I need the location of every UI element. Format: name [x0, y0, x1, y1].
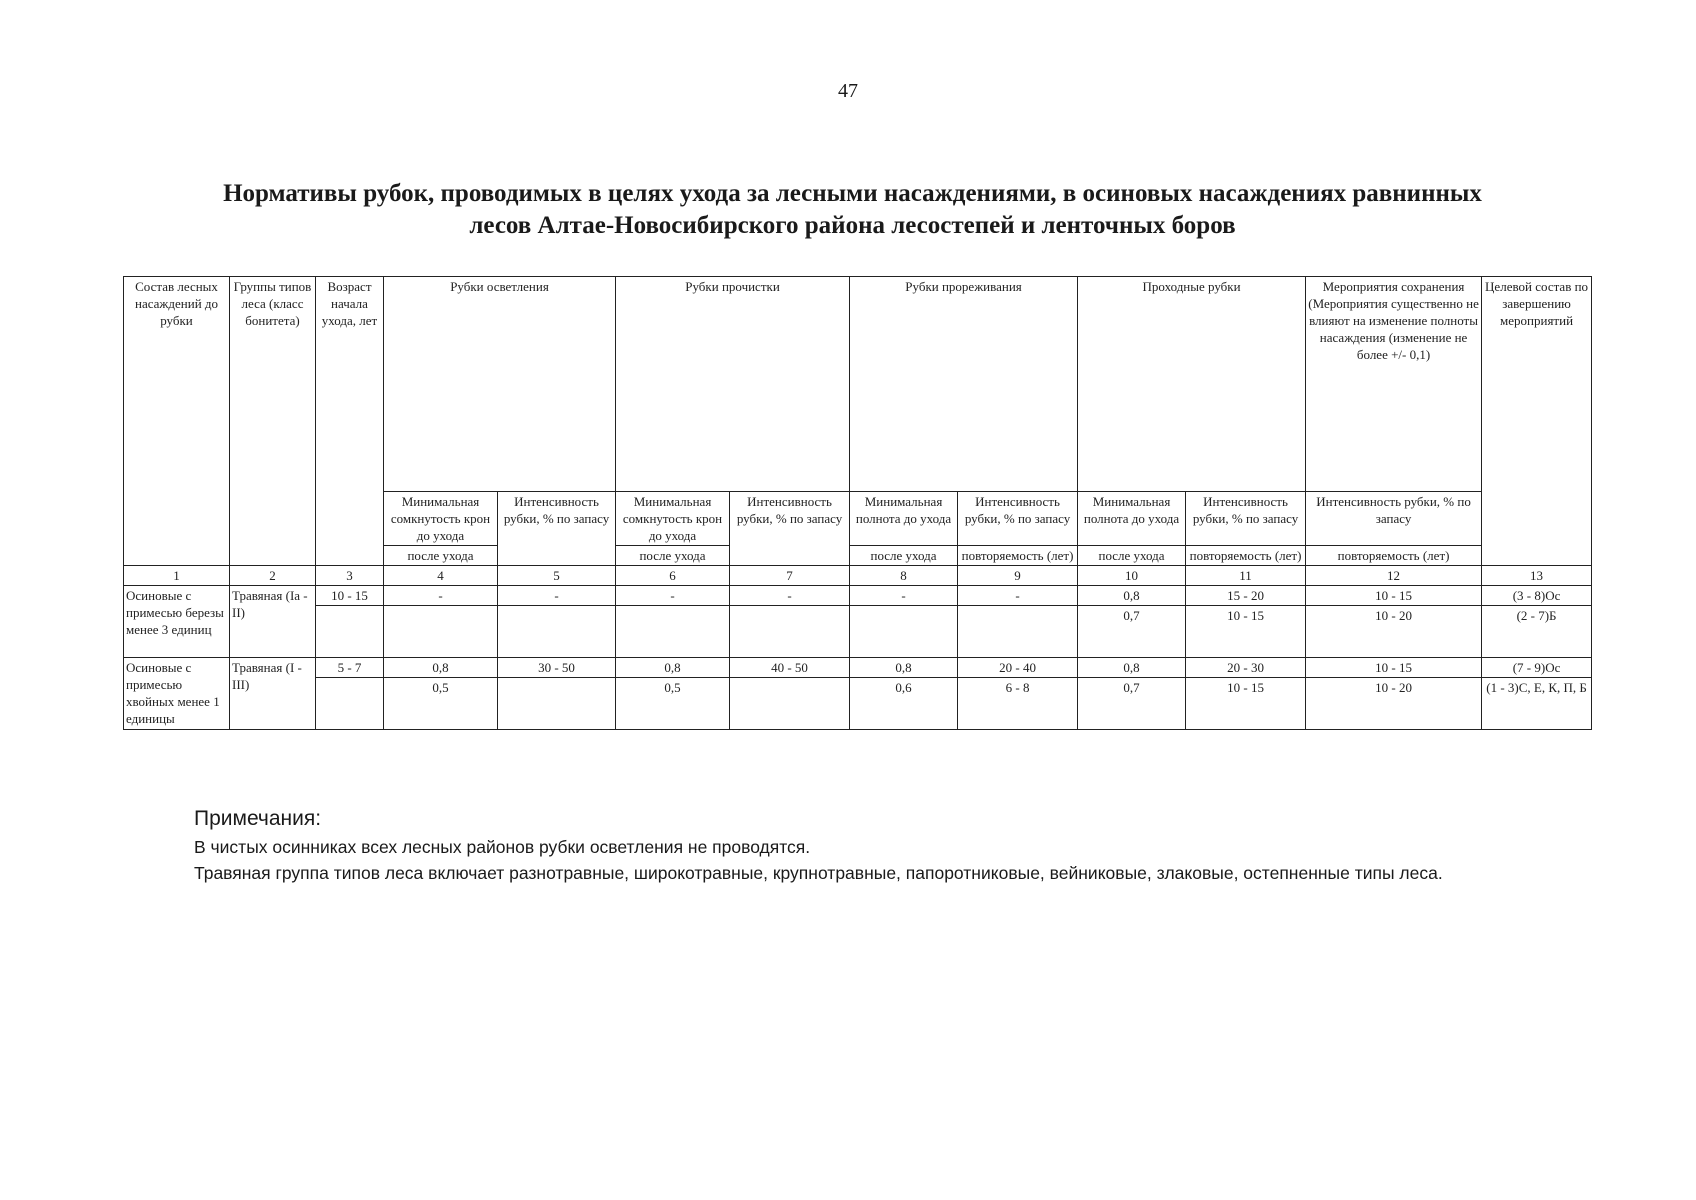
subheader-repeat: повторяемость (лет) — [1306, 546, 1482, 566]
column-number: 9 — [958, 566, 1078, 586]
table-cell — [316, 606, 384, 658]
header-target: Целевой состав по завершению мероприятий — [1482, 277, 1592, 566]
table-cell: 0,8 — [384, 658, 498, 678]
table-cell — [616, 606, 730, 658]
subheader-intensity: Интенсивность рубки, % по запасу — [1186, 492, 1306, 546]
table-cell — [316, 678, 384, 730]
age-cell: 5 - 7 — [316, 658, 384, 678]
subheader-min-closure: Минимальная сомкнутость крон до ухода — [616, 492, 730, 546]
table-cell: - — [850, 586, 958, 606]
table-cell — [384, 606, 498, 658]
forest-group-cell: Травяная (I - III) — [230, 658, 316, 730]
table-row — [124, 586, 1592, 606]
table-cell: 0,8 — [1078, 658, 1186, 678]
table-cell — [730, 678, 850, 730]
age-cell: 10 - 15 — [316, 586, 384, 606]
table-cell: (7 - 9)Ос — [1482, 658, 1592, 678]
table-cell: 15 - 20 — [1186, 586, 1306, 606]
notes-heading: Примечания: — [194, 807, 322, 830]
table-cell: 40 - 50 — [730, 658, 850, 678]
table-cell: 0,5 — [616, 678, 730, 730]
table-cell: - — [384, 586, 498, 606]
table-cell: - — [958, 586, 1078, 606]
table-cell — [958, 606, 1078, 658]
column-number: 12 — [1306, 566, 1482, 586]
column-number: 8 — [850, 566, 958, 586]
composition-cell: Осиновые с примесью березы менее 3 единиц — [124, 586, 230, 658]
table-cell: (2 - 7)Б — [1482, 606, 1592, 658]
subheader-intensity: Интенсивность рубки, % по запасу — [958, 492, 1078, 546]
column-numbers-row — [124, 566, 1592, 586]
table-cell: 10 - 15 — [1306, 586, 1482, 606]
note-paragraph: В чистых осинниках всех лесных районов рубки осветления не проводятся. — [194, 837, 811, 857]
column-number: 13 — [1482, 566, 1592, 586]
subheader-intensity: Интенсивность рубки, % по запасу — [730, 492, 850, 566]
column-number: 10 — [1078, 566, 1186, 586]
subheader-repeat: повторяемость (лет) — [958, 546, 1078, 566]
forest-group-cell: Травяная (Iа - II) — [230, 586, 316, 658]
notes-section — [120, 804, 1592, 886]
header-clarification: Рубки осветления — [384, 277, 616, 492]
table-cell — [498, 678, 616, 730]
subheader-intensity: Интенсивность рубки, % по запасу — [498, 492, 616, 566]
norms-table — [123, 276, 1592, 730]
table-cell: (3 - 8)Ос — [1482, 586, 1592, 606]
table-cell: 6 - 8 — [958, 678, 1078, 730]
table-cell: 10 - 15 — [1306, 658, 1482, 678]
header-cleaning: Рубки прочистки — [616, 277, 850, 492]
table-cell: 0,8 — [616, 658, 730, 678]
table-cell: 0,7 — [1078, 678, 1186, 730]
table-cell: 10 - 20 — [1306, 606, 1482, 658]
subheader-min-density: Минимальная полнота до ухода — [1078, 492, 1186, 546]
subheader-after: после ухода — [616, 546, 730, 566]
header-forest-groups: Группы типов леса (класс бонитета) — [230, 277, 316, 566]
column-number: 5 — [498, 566, 616, 586]
table-cell: 0,8 — [1078, 586, 1186, 606]
table-cell: 0,7 — [1078, 606, 1186, 658]
table-cell: 20 - 30 — [1186, 658, 1306, 678]
column-number: 7 — [730, 566, 850, 586]
table-row — [124, 678, 1592, 730]
subheader-after: после ухода — [850, 546, 958, 566]
title-line-2: лесов Алтае-Новосибирского района лесостепей и ленточных боров — [469, 212, 1236, 239]
table-cell: 10 - 20 — [1306, 678, 1482, 730]
table-cell: - — [616, 586, 730, 606]
table-cell: 10 - 15 — [1186, 678, 1306, 730]
table-cell: (1 - 3)С, Е, К, П, Б — [1482, 678, 1592, 730]
subheader-preservation-intensity: Интенсивность рубки, % по запасу — [1306, 492, 1482, 546]
header-age: Возраст начала ухода, лет — [316, 277, 384, 566]
column-number: 11 — [1186, 566, 1306, 586]
header-composition: Состав лесных насаждений до рубки — [124, 277, 230, 566]
table-cell — [498, 606, 616, 658]
header-passage: Проходные рубки — [1078, 277, 1306, 492]
column-number: 1 — [124, 566, 230, 586]
document-title — [120, 178, 1585, 242]
table-cell: 0,6 — [850, 678, 958, 730]
subheader-after: после ухода — [384, 546, 498, 566]
title-line-1: Нормативы рубок, проводимых в целях ухода за лесными насаждениями, в осиновых насаждениях равнинных — [223, 180, 1482, 207]
column-number: 3 — [316, 566, 384, 586]
table-cell: 10 - 15 — [1186, 606, 1306, 658]
table-cell — [850, 606, 958, 658]
subheader-min-closure: Минимальная сомкнутость крон до ухода — [384, 492, 498, 546]
subheader-after: после ухода — [1078, 546, 1186, 566]
table-cell: 0,5 — [384, 678, 498, 730]
table-cell: 30 - 50 — [498, 658, 616, 678]
table-cell: - — [730, 586, 850, 606]
table-cell: 0,8 — [850, 658, 958, 678]
table-row — [124, 658, 1592, 678]
table-cell: - — [498, 586, 616, 606]
header-thinning: Рубки прореживания — [850, 277, 1078, 492]
page-number: 47 — [838, 80, 858, 102]
column-number: 2 — [230, 566, 316, 586]
note-paragraph: Травяная группа типов леса включает разнотравные, широкотравные, крупнотравные, папоротниковые, вейниковые, злаковые, остепненные типы леса. — [194, 863, 1443, 883]
column-number: 6 — [616, 566, 730, 586]
header-preservation: Мероприятия сохранения (Мероприятия существенно не влияют на изменение полноты насаждения (изменение не более +/- 0,1) — [1306, 277, 1482, 492]
table-cell: 20 - 40 — [958, 658, 1078, 678]
subheader-repeat: повторяемость (лет) — [1186, 546, 1306, 566]
subheader-min-density: Минимальная полнота до ухода — [850, 492, 958, 546]
composition-cell: Осиновые с примесью хвойных менее 1 единицы — [124, 658, 230, 730]
column-number: 4 — [384, 566, 498, 586]
table-row — [124, 606, 1592, 658]
table-cell — [730, 606, 850, 658]
